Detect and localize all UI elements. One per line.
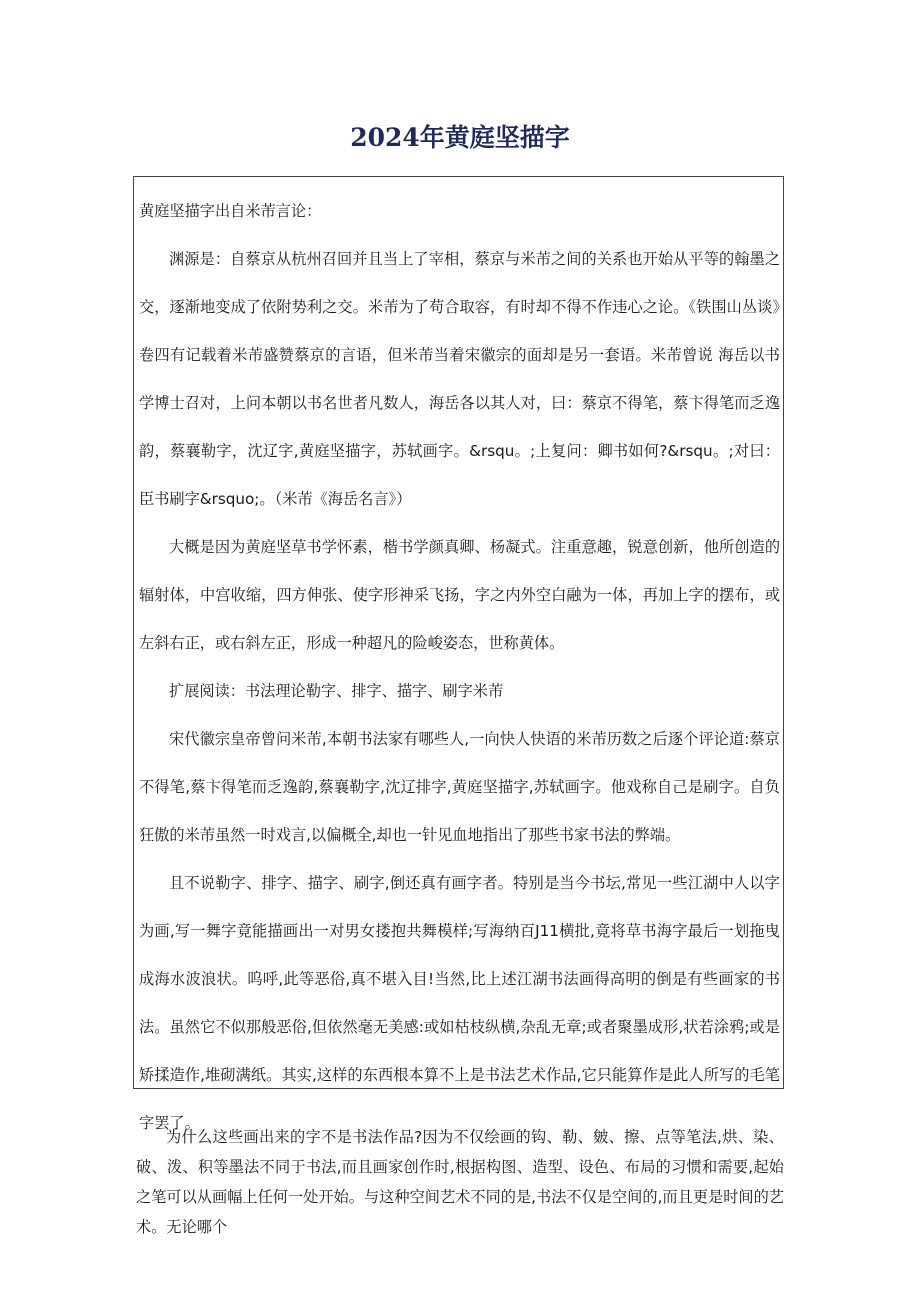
emperor-question-paragraph: 宋代徽宗皇帝曾问米芾,本朝书法家有哪些人,一向快人快语的米芾历数之后逐个评论道:蔡京不得笔,蔡卞得笔而乏逸韵,蔡襄勒字,沈辽排字,黄庭坚描字,苏轼画字。他戏称自己是刷字。自负狂傲的米芾虽然一时戏言,以偏概全,却也一针见血地指出了那些书家书法的弊端。 <box>139 730 780 844</box>
painted-characters-paragraph: 且不说勒字、排字、描字、刷字,倒还真有画字者。特别是当今书坛,常见一些江湖中人以字为画,写一舞字竟能描画出一对男女搂抱共舞模样;写海纳百J11横批,竟将草书海字最后一划拖曳成海水波浪状。呜呼,此等恶俗,真不堪入目!当然,比上述江湖书法画得高明的倒是有些画家的书法。虽然它不似那般恶俗,但依然毫无美感:或如枯枝纵横,杂乱无章;或者聚墨成形,状若涂鸦;或是矫揉造作,堆砌满纸。其实,这样的东西根本算不上是书法艺术作品,它只能算作是此人所写的毛笔字罢了。 <box>139 874 780 1132</box>
intro-paragraph: 黄庭坚描字出自米芾言论： <box>139 202 322 220</box>
origin-paragraph: 渊源是：自蔡京从杭州召回并且当上了宰相，蔡京与米芾之间的关系也开始从平等的翰墨之交，逐渐地变成了依附势利之交。米芾为了苟合取容，有时却不得不作违心之论。《铁围山丛谈》卷四有记载着米芾盛赞蔡京的言语，但米芾当着宋徽宗的面却是另一套语。米芾曾说 海岳以书学博士召对，上问本朝以书名世者凡数人，海岳各以其人对，曰：蔡京不得笔，蔡卞得笔而乏逸韵，蔡襄勒字，沈辽字,黄庭坚描字，苏轼画字。&rsqu。;上复问：卿书如何?&rsqu。;对曰：臣书刷字&rsquo;。（米芾《海岳名言》） <box>139 250 780 508</box>
style-paragraph: 大概是因为黄庭坚草书学怀素，楷书学颜真卿、杨凝式。注重意趣，锐意创新，他所创造的辐射体，中宫收缩，四方伸张、使字形神采飞扬，字之内外空白融为一体，再加上字的摆布，或左斜右正，或右斜左正，形成一种超凡的险峻姿态，世称黄体。 <box>139 538 780 652</box>
document-title: 2024年黄庭坚描字 <box>350 123 570 152</box>
content-box <box>133 176 784 1132</box>
content-box-inner <box>139 187 780 1147</box>
extended-reading-heading: 扩展阅读：书法理论勒字、排字、描字、刷字米芾 <box>169 682 504 700</box>
following-text <box>136 1122 784 1242</box>
following-paragraph: 为什么这些画出来的字不是书法作品?因为不仅绘画的钩、勒、皴、擦、点等笔法,烘、染、破、泼、积等墨法不同于书法,而且画家创作时,根据构图、造型、设色、布局的习惯和需要,起始之笔可以从画幅上任何一处开始。与这种空间艺术不同的是,书法不仅是空间的,而且更是时间的艺术。无论哪个 <box>136 1128 784 1236</box>
